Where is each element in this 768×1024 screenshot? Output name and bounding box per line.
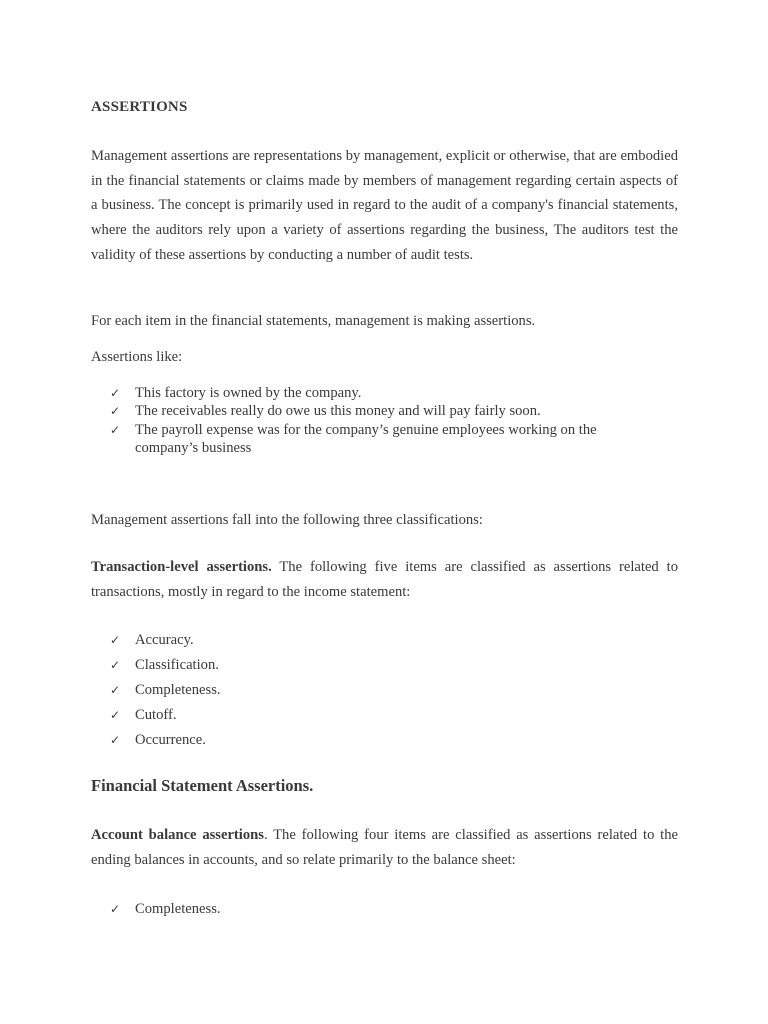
list-item-text: Cutoff. (135, 707, 177, 723)
account-balance-list (110, 897, 221, 922)
list-item-text: Completeness. (135, 682, 221, 698)
transaction-assertions-list (110, 628, 221, 753)
section-heading: Financial Statement Assertions. (91, 776, 314, 795)
assertions-like-label: Assertions like: (91, 349, 183, 365)
transaction-level-paragraph (91, 555, 678, 604)
list-item (110, 384, 650, 402)
intro-paragraph: Management assertions are representations by management, explicit or otherwise, that are embodied in the financial statements or claims made by members of management regarding certain aspects of a business. The concept is primarily used in regard to the audit of a company's financial statements, where the auditors rely upon a variety of assertions regarding the business, The auditors test the validity of these assertions by conducting a number of audit tests. (91, 148, 678, 263)
checkmark-icon: ✓ (110, 658, 121, 672)
list-item (110, 628, 221, 653)
each-item-paragraph: For each item in the financial statements, management is making assertions. (91, 313, 536, 329)
checkmark-icon: ✓ (110, 633, 121, 647)
checkmark-icon: ✓ (110, 733, 121, 747)
account-balance-term: Account balance assertions (91, 827, 264, 843)
list-item-text: Completeness. (135, 901, 221, 917)
list-item (110, 897, 221, 922)
list-item-text: Occurrence. (135, 732, 206, 748)
list-item-text: The receivables really do owe us this money and will pay fairly soon. (135, 403, 541, 420)
list-item (110, 421, 650, 458)
classifications-intro: Management assertions fall into the following three classifications: (91, 512, 483, 528)
transaction-level-term: Transaction-level assertions. (91, 559, 272, 575)
example-assertions-list (110, 384, 650, 457)
list-item-text: Accuracy. (135, 632, 194, 648)
transaction-level-text: The following five items are classified as assertions related to transactions, mostly in regard to the income statement: (91, 559, 678, 600)
checkmark-icon: ✓ (110, 708, 121, 722)
checkmark-icon: ✓ (110, 422, 121, 437)
list-item-text: Classification. (135, 657, 219, 673)
list-item (110, 402, 650, 420)
list-item-text: The payroll expense was for the company’s genuine employees working on the company’s business (135, 421, 597, 456)
checkmark-icon: ✓ (110, 683, 121, 697)
list-item (110, 703, 221, 728)
page-title: ASSERTIONS (91, 99, 188, 115)
list-item (110, 653, 221, 678)
list-item-text: This factory is owned by the company. (135, 385, 362, 401)
list-item (110, 678, 221, 703)
checkmark-icon: ✓ (110, 386, 121, 400)
account-balance-text: . The following four items are classified as assertions related to the ending balances in accounts, and so relate primarily to the balance sheet: (91, 827, 678, 868)
list-item (110, 728, 221, 753)
account-balance-paragraph (91, 823, 678, 872)
checkmark-icon: ✓ (110, 404, 121, 419)
checkmark-icon: ✓ (110, 902, 121, 916)
